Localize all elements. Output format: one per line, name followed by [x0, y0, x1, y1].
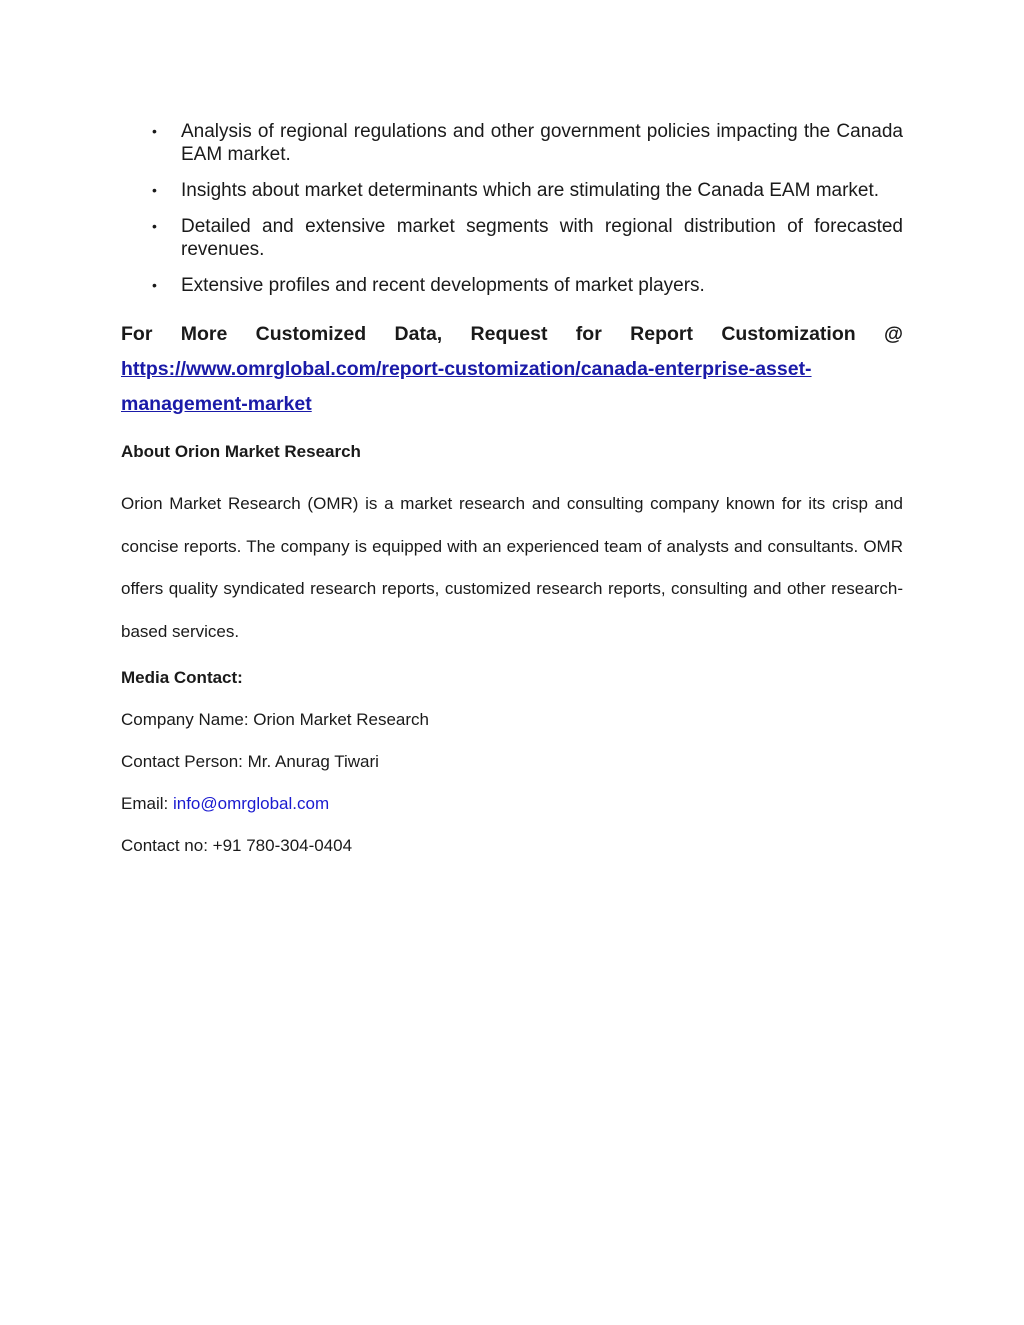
company-name: Company Name: Orion Market Research	[121, 710, 430, 729]
list-item	[121, 274, 903, 297]
bullet-icon: •	[152, 182, 157, 198]
list-item-text: Detailed and extensive market segments with regional distribution of forecasted revenues.	[181, 216, 903, 260]
about-heading: About Orion Market Research	[121, 442, 361, 461]
customization-request	[121, 317, 903, 422]
email-line	[121, 793, 903, 815]
about-paragraph: Orion Market Research (OMR) is a market research and consulting company known for its crisp and concise reports. The company is equipped with an experienced team of analysts and consultants. OMR offers quality syndicated research reports, customized research reports, consulting and other research-based services.	[121, 494, 903, 641]
document-page	[121, 120, 903, 857]
report-customization-link[interactable]: https://www.omrglobal.com/report-customization/canada-enterprise-asset-management-market	[121, 358, 812, 415]
email-label: Email:	[121, 794, 173, 813]
bullet-icon: •	[152, 123, 157, 139]
media-contact-heading: Media Contact:	[121, 668, 243, 687]
list-item-text: Analysis of regional regulations and other government policies impacting the Canada EAM market.	[181, 121, 903, 165]
bullet-icon: •	[152, 277, 157, 293]
customization-request-text: For More Customized Data, Request for Report Customization @	[121, 323, 903, 345]
list-item-text: Insights about market determinants which are stimulating the Canada EAM market.	[181, 180, 880, 201]
bullet-icon: •	[152, 218, 157, 234]
feature-list	[121, 120, 903, 297]
list-item	[121, 215, 903, 261]
list-item	[121, 120, 903, 166]
contact-person: Contact Person: Mr. Anurag Tiwari	[121, 752, 379, 771]
list-item-text: Extensive profiles and recent developments of market players.	[181, 275, 705, 296]
contact-number: Contact no: +91 780-304-0404	[121, 836, 353, 855]
list-item	[121, 179, 903, 202]
email-link[interactable]: info@omrglobal.com	[172, 794, 330, 813]
